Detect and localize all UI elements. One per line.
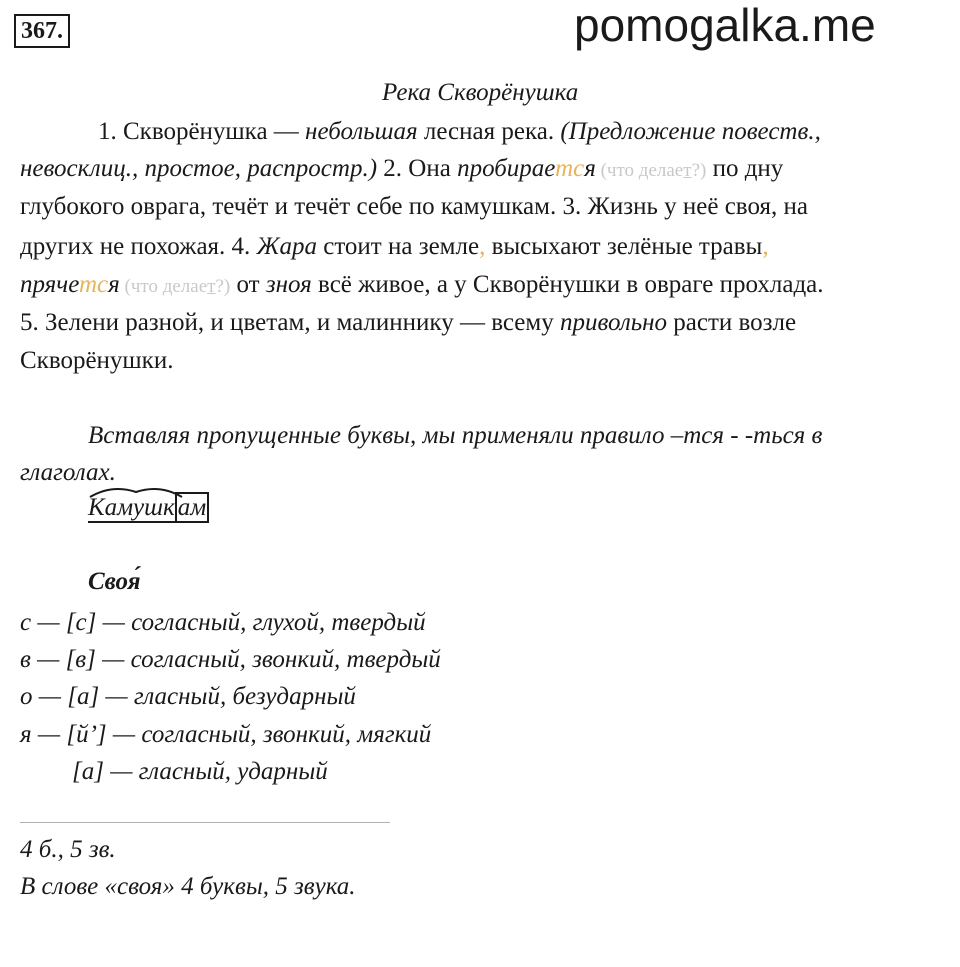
text-segment: пробирае <box>457 155 556 182</box>
phonetic-row: о — [а] — гласный, безударный <box>20 683 356 710</box>
text-segment: других не похожая. 4. <box>20 233 257 260</box>
text-segment: я <box>584 155 596 182</box>
phonetic-summary-1: 4 б., 5 зв. <box>20 836 116 863</box>
text-segment: 2. Она <box>377 155 458 182</box>
rule-note-line-1: Вставляя пропущенные буквы, мы применяли правило –тся - -ться в <box>88 422 823 449</box>
text-line-1 <box>98 116 821 148</box>
hint-question: (что делает?) <box>119 276 231 297</box>
text-segment: 5. Зелени разной, и цветам, и малиннику — всему <box>20 309 560 336</box>
text-segment: небольшая <box>305 118 418 145</box>
site-name: pomogalka.me <box>574 0 876 51</box>
text-segment: стоит на земле <box>316 233 480 260</box>
inserted-comma: , <box>762 233 769 260</box>
divider <box>20 822 390 823</box>
text-segment: пряче <box>20 271 79 298</box>
text-line-2 <box>20 153 783 187</box>
phonetic-row: с — [с] — согласный, глухой, твердый <box>20 609 426 636</box>
text-segment: 1. Скворёнушка — <box>98 118 306 145</box>
text-segment: всё живое, а у Скворёнушки в овраге прохлада. <box>311 271 824 298</box>
text-segment: я <box>108 271 120 298</box>
phonetic-row: я — [й’] — согласный, звонкий, мягкий <box>20 721 432 748</box>
text-segment: по дну <box>706 155 784 182</box>
text-segment: невосклиц., простое, распростр.) <box>20 155 378 182</box>
stem-text: Камушк <box>88 494 175 521</box>
text-line-5 <box>20 269 824 303</box>
verb-ending: тс <box>78 271 109 298</box>
text-segment: расти возле <box>667 309 797 336</box>
text-segment: лесная река. <box>417 118 561 145</box>
text-segment: (Предложение повеств., <box>560 118 821 145</box>
root-arc-icon <box>88 486 184 498</box>
text-segment: от <box>230 271 266 298</box>
text-line-6 <box>20 307 796 339</box>
phonetic-row: [а] — гласный, ударный <box>72 758 328 785</box>
phonetic-summary-2: В слове «своя» 4 буквы, 5 звука. <box>20 873 356 900</box>
morphemic-analysis <box>88 492 209 524</box>
text-segment: привольно <box>559 309 668 336</box>
text-title: Река Скворёнушка <box>382 79 579 106</box>
verb-ending: тс <box>555 155 585 182</box>
inserted-comma: , <box>479 233 486 260</box>
hint-question: (что делает?) <box>595 160 707 181</box>
phonetic-row: в — [в] — согласный, звонкий, твердый <box>20 646 441 673</box>
phonetic-word: Своя́ <box>88 568 141 595</box>
text-line-4 <box>20 231 769 263</box>
text-segment: Жара <box>256 233 317 260</box>
exercise-number: 367. <box>14 14 70 48</box>
text-line-3: глубокого оврага, течёт и течёт себе по камушкам. 3. Жизнь у неё своя, на <box>20 193 808 220</box>
text-segment: зноя <box>265 271 312 298</box>
rule-note-line-2: глаголах. <box>20 459 116 486</box>
text-segment: высыхают зелёные травы <box>485 233 763 260</box>
text-line-7: Скворёнушки. <box>20 347 174 374</box>
word-stem <box>88 492 175 524</box>
word-ending-box: ам <box>175 492 209 523</box>
